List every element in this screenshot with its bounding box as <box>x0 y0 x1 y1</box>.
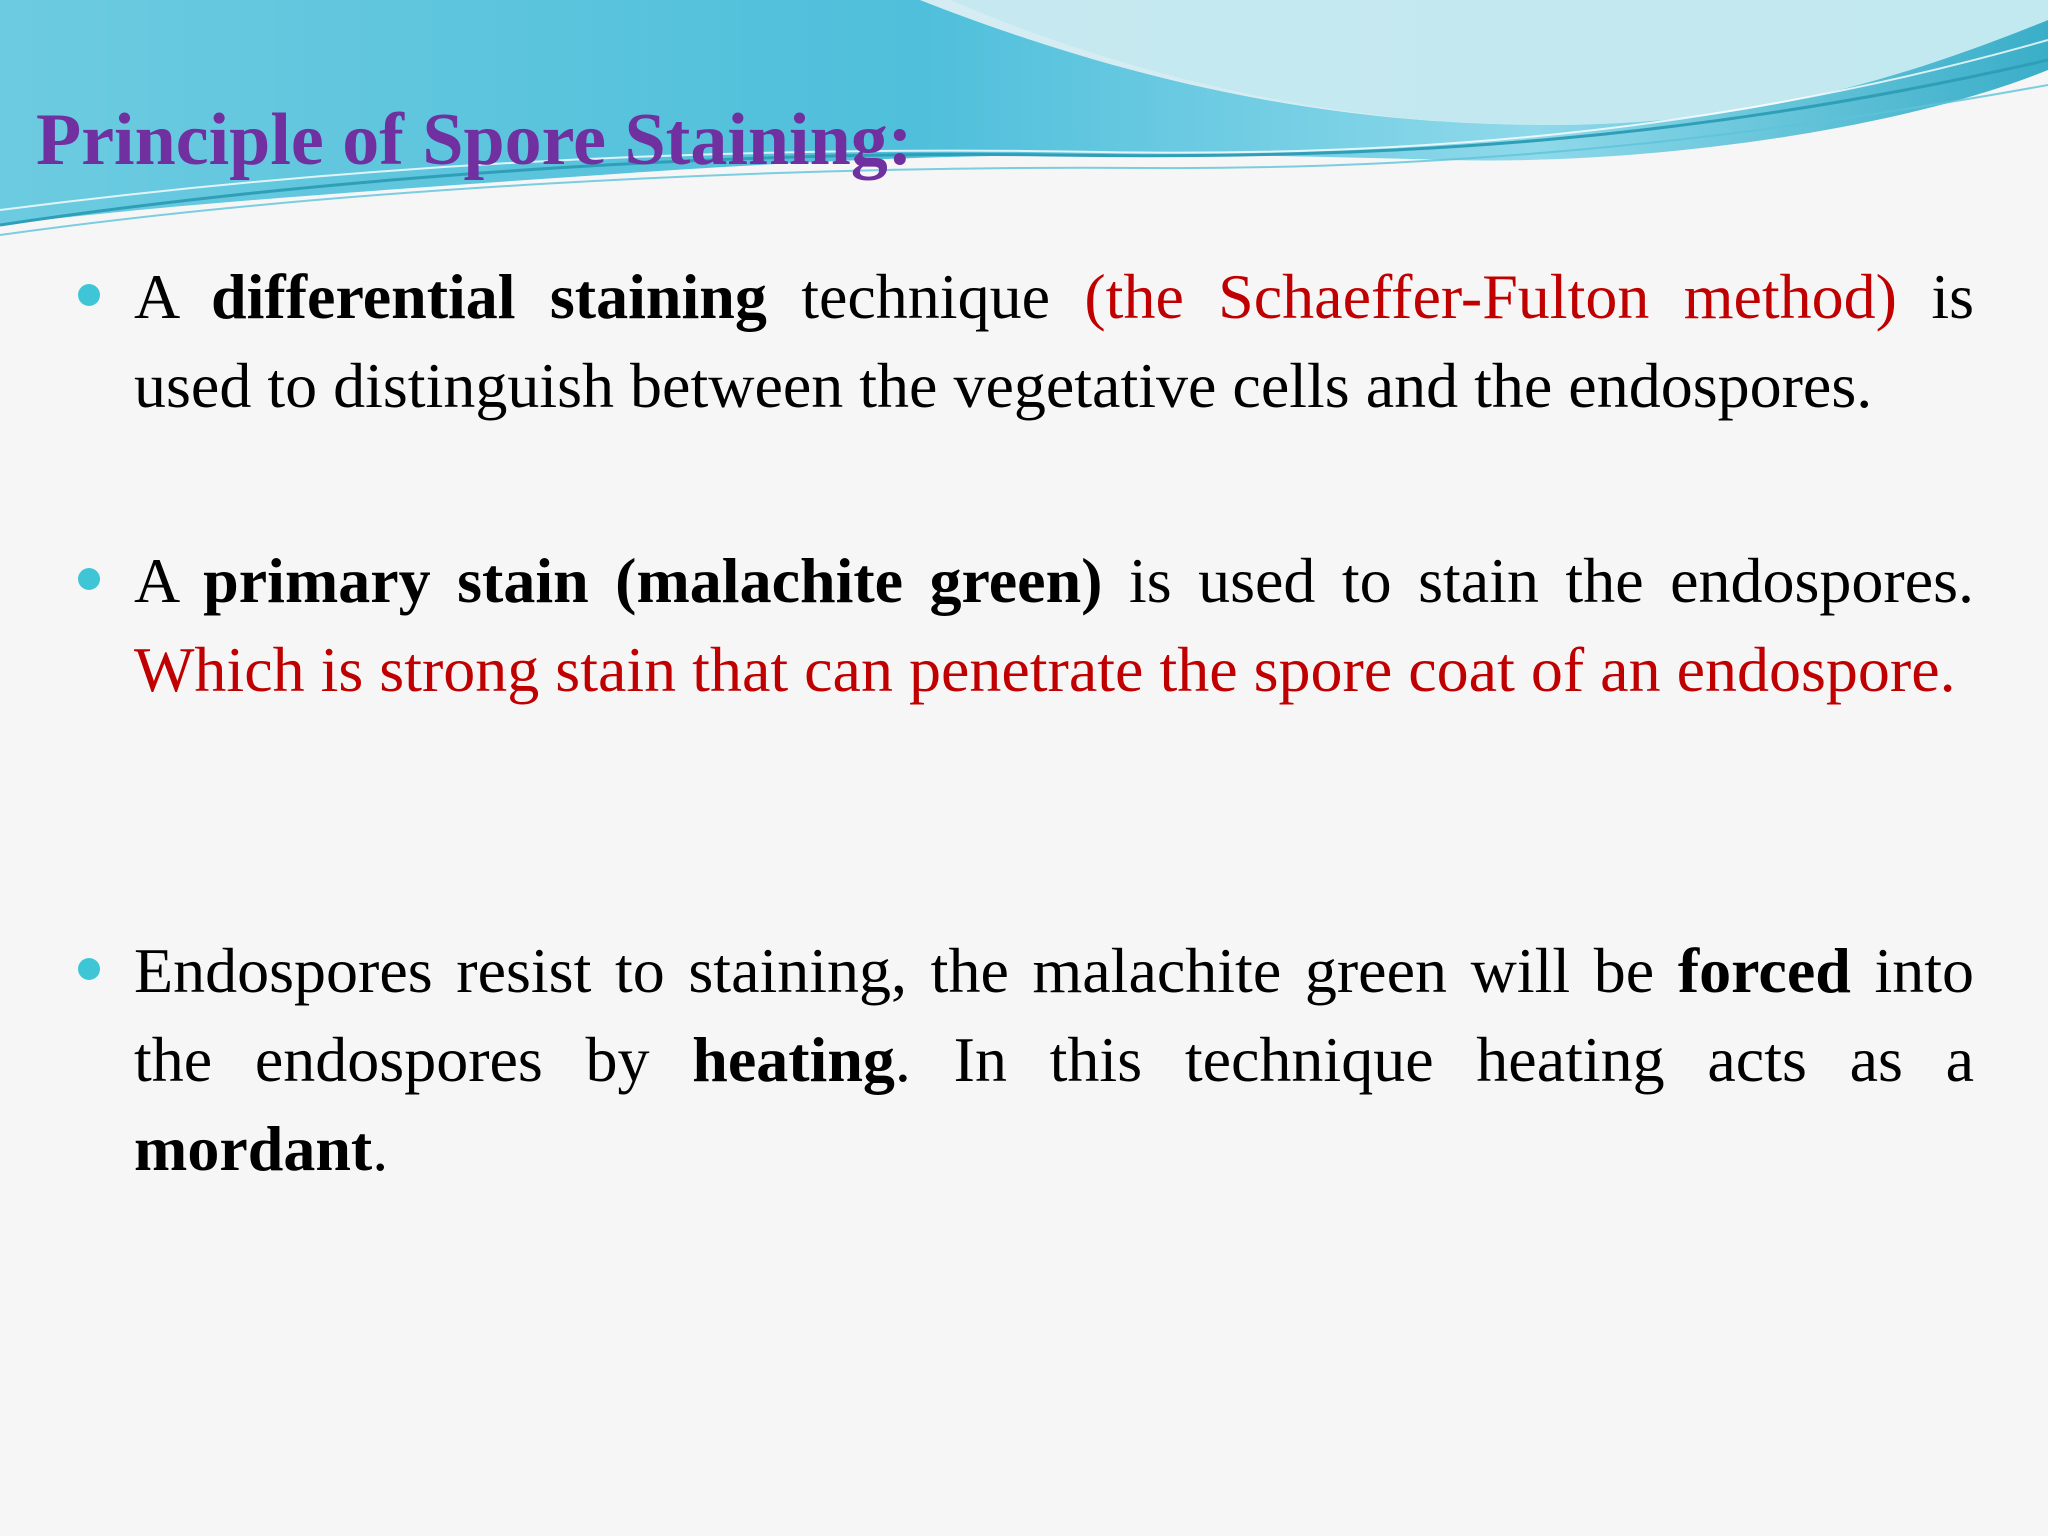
highlight-text: Which is strong stain that can penetrate the spore coat of an endospore. <box>134 634 1956 705</box>
emphasis-text: heating <box>692 1024 895 1095</box>
text-run: technique <box>766 261 1085 332</box>
emphasis-text: primary stain (malachite green) <box>203 545 1103 616</box>
text-run: is used to distinguish between the vegetative cells and the endospores. <box>134 261 1975 421</box>
slide-title: Principle of Spore Staining: <box>36 99 913 181</box>
emphasis-text: differential staining <box>211 261 767 332</box>
bullet-item-heating-mordant <box>78 926 1974 1193</box>
text-run: Endospores resist to staining, the malachite green will be <box>134 935 1678 1006</box>
bullet-text <box>134 536 1974 714</box>
emphasis-text: forced <box>1677 935 1851 1006</box>
emphasis-text: mordant <box>134 1113 373 1184</box>
text-run: . <box>372 1113 389 1184</box>
bullet-dot-icon <box>78 284 100 306</box>
bullet-item-differential-staining <box>78 252 1974 430</box>
text-run: . In this technique heating acts as a <box>894 1024 1974 1095</box>
bullet-item-primary-stain <box>78 536 1974 714</box>
bullet-text <box>134 926 1974 1193</box>
highlight-text: (the Schaeffer-Fulton method) <box>1084 261 1897 332</box>
text-run: is used to stain the endospores. <box>1102 545 1975 616</box>
bullet-text <box>134 252 1974 430</box>
text-run: A <box>134 545 204 616</box>
text-run: A <box>134 261 212 332</box>
text-run: into the endospores by <box>134 935 1975 1095</box>
bullet-dot-icon <box>78 568 100 590</box>
bullet-dot-icon <box>78 958 100 980</box>
